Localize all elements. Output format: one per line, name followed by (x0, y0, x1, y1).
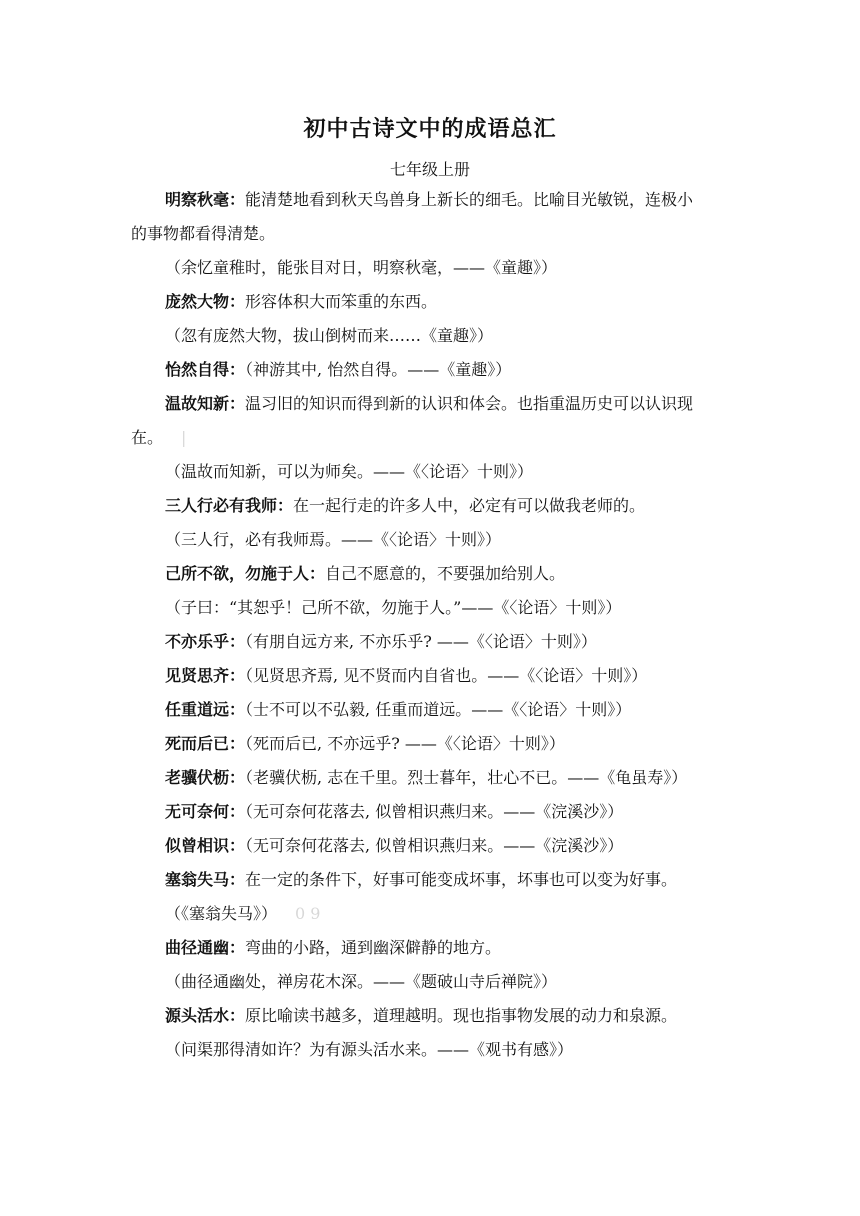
line-text: （忽有庞然大物，拔山倒树而来……《童趣》） (165, 326, 494, 345)
line-text: （有朋自远方来, 不亦乐乎? ——《〈论语〉十则》） (245, 632, 597, 651)
idiom-term: 死而后已： (165, 734, 246, 753)
text-line (165, 292, 860, 312)
text-line (165, 666, 860, 686)
line-text: 形容体积大而笨重的东西。 (245, 292, 438, 311)
line-text: （温故而知新，可以为师矣。——《〈论语〉十则》） (165, 462, 534, 481)
line-text: 原比喻读书越多，道理越明。现也指事物发展的动力和泉源。 (245, 1006, 678, 1025)
text-line (165, 530, 860, 550)
section-subtitle: 七年级上册 (389, 160, 470, 179)
idiom-term: 源头活水： (165, 1006, 246, 1025)
idiom-term: 庞然大物： (165, 292, 246, 311)
text-line (131, 428, 860, 448)
line-text: （《塞翁失马》） (165, 904, 278, 923)
idiom-term: 曲径通幽： (165, 938, 246, 957)
line-text: （老骥伏枥, 志在千里。烈士暮年，壮心不已。——《龟虽寿》） (245, 768, 688, 787)
text-line (165, 326, 860, 346)
text-line (165, 802, 860, 822)
line-text: 能清楚地看到秋天鸟兽身上新长的细毛。比喻目光敏锐，连极小 (245, 190, 694, 209)
line-text: （子曰：“其恕乎！己所不欲，勿施于人。”——《〈论语〉十则》） (165, 598, 622, 617)
idiom-term: 不亦乐乎： (165, 632, 246, 651)
idiom-term: 三人行必有我师： (165, 496, 294, 515)
idiom-term: 老骥伏枥： (165, 768, 246, 787)
text-line (165, 904, 860, 924)
line-text: （无可奈何花落去, 似曾相识燕归来。——《浣溪沙》） (245, 802, 624, 821)
line-text: 弯曲的小路，通到幽深僻静的地方。 (245, 938, 502, 957)
text-line (131, 224, 860, 244)
idiom-term: 塞翁失马： (165, 870, 246, 889)
text-line (165, 768, 860, 788)
text-line (165, 870, 860, 890)
line-text: 在。 (131, 428, 164, 447)
text-line (165, 394, 860, 414)
text-line (165, 632, 860, 652)
text-line (165, 734, 860, 754)
text-line (165, 938, 860, 958)
faint-mark: | (181, 428, 187, 447)
text-line (165, 598, 860, 618)
line-text: 温习旧的知识而得到新的认识和体会。也指重温历史可以认识现 (245, 394, 694, 413)
line-text: （问渠那得清如许？为有源头活水来。——《观书有感》） (165, 1040, 574, 1059)
line-text: 的事物都看得清楚。 (131, 224, 276, 243)
text-line (165, 190, 860, 210)
line-text: （死而后已, 不亦远乎? ——《〈论语〉十则》） (245, 734, 565, 753)
idiom-term: 似曾相识： (165, 836, 246, 855)
idiom-term: 明察秋毫： (165, 190, 246, 209)
text-line (165, 564, 860, 584)
line-text: （无可奈何花落去, 似曾相识燕归来。——《浣溪沙》） (245, 836, 624, 855)
text-line (165, 258, 860, 278)
text-line (165, 360, 860, 380)
line-text: 在一起行走的许多人中，必定有可以做我老师的。 (293, 496, 646, 515)
idiom-term: 任重道远： (165, 700, 246, 719)
idiom-term: 己所不欲，勿施于人： (165, 564, 326, 583)
line-text: （余忆童稚时，能张目对日，明察秋毫，——《童趣》） (165, 258, 558, 277)
idiom-term: 见贤思齐： (165, 666, 246, 685)
line-text: 自己不愿意的，不要强加给别人。 (325, 564, 566, 583)
idiom-term: 温故知新： (165, 394, 246, 413)
line-text: 在一定的条件下，好事可能变成坏事，坏事也可以变为好事。 (245, 870, 678, 889)
line-text: （三人行，必有我师焉。——《〈论语〉十则》） (165, 530, 502, 549)
line-text: （士不可以不弘毅, 任重而道远。——《〈论语〉十则》） (245, 700, 632, 719)
idiom-term: 无可奈何： (165, 802, 246, 821)
line-text: （曲径通幽处，禅房花木深。——《题破山寺后禅院》） (165, 972, 558, 991)
line-text: （见贤思齐焉, 见不贤而内自省也。——《〈论语〉十则》） (245, 666, 648, 685)
text-line (165, 462, 860, 482)
text-line (165, 496, 860, 516)
line-text: （神游其中, 怡然自得。——《童趣》） (245, 360, 512, 379)
text-line (165, 1006, 860, 1026)
idiom-term: 怡然自得： (165, 360, 246, 379)
text-line (165, 972, 860, 992)
text-line (165, 836, 860, 856)
faint-mark: 0 9 (295, 904, 321, 923)
text-line (165, 1040, 860, 1060)
document-title: 初中古诗文中的成语总汇 (303, 116, 557, 142)
text-line (165, 700, 860, 720)
